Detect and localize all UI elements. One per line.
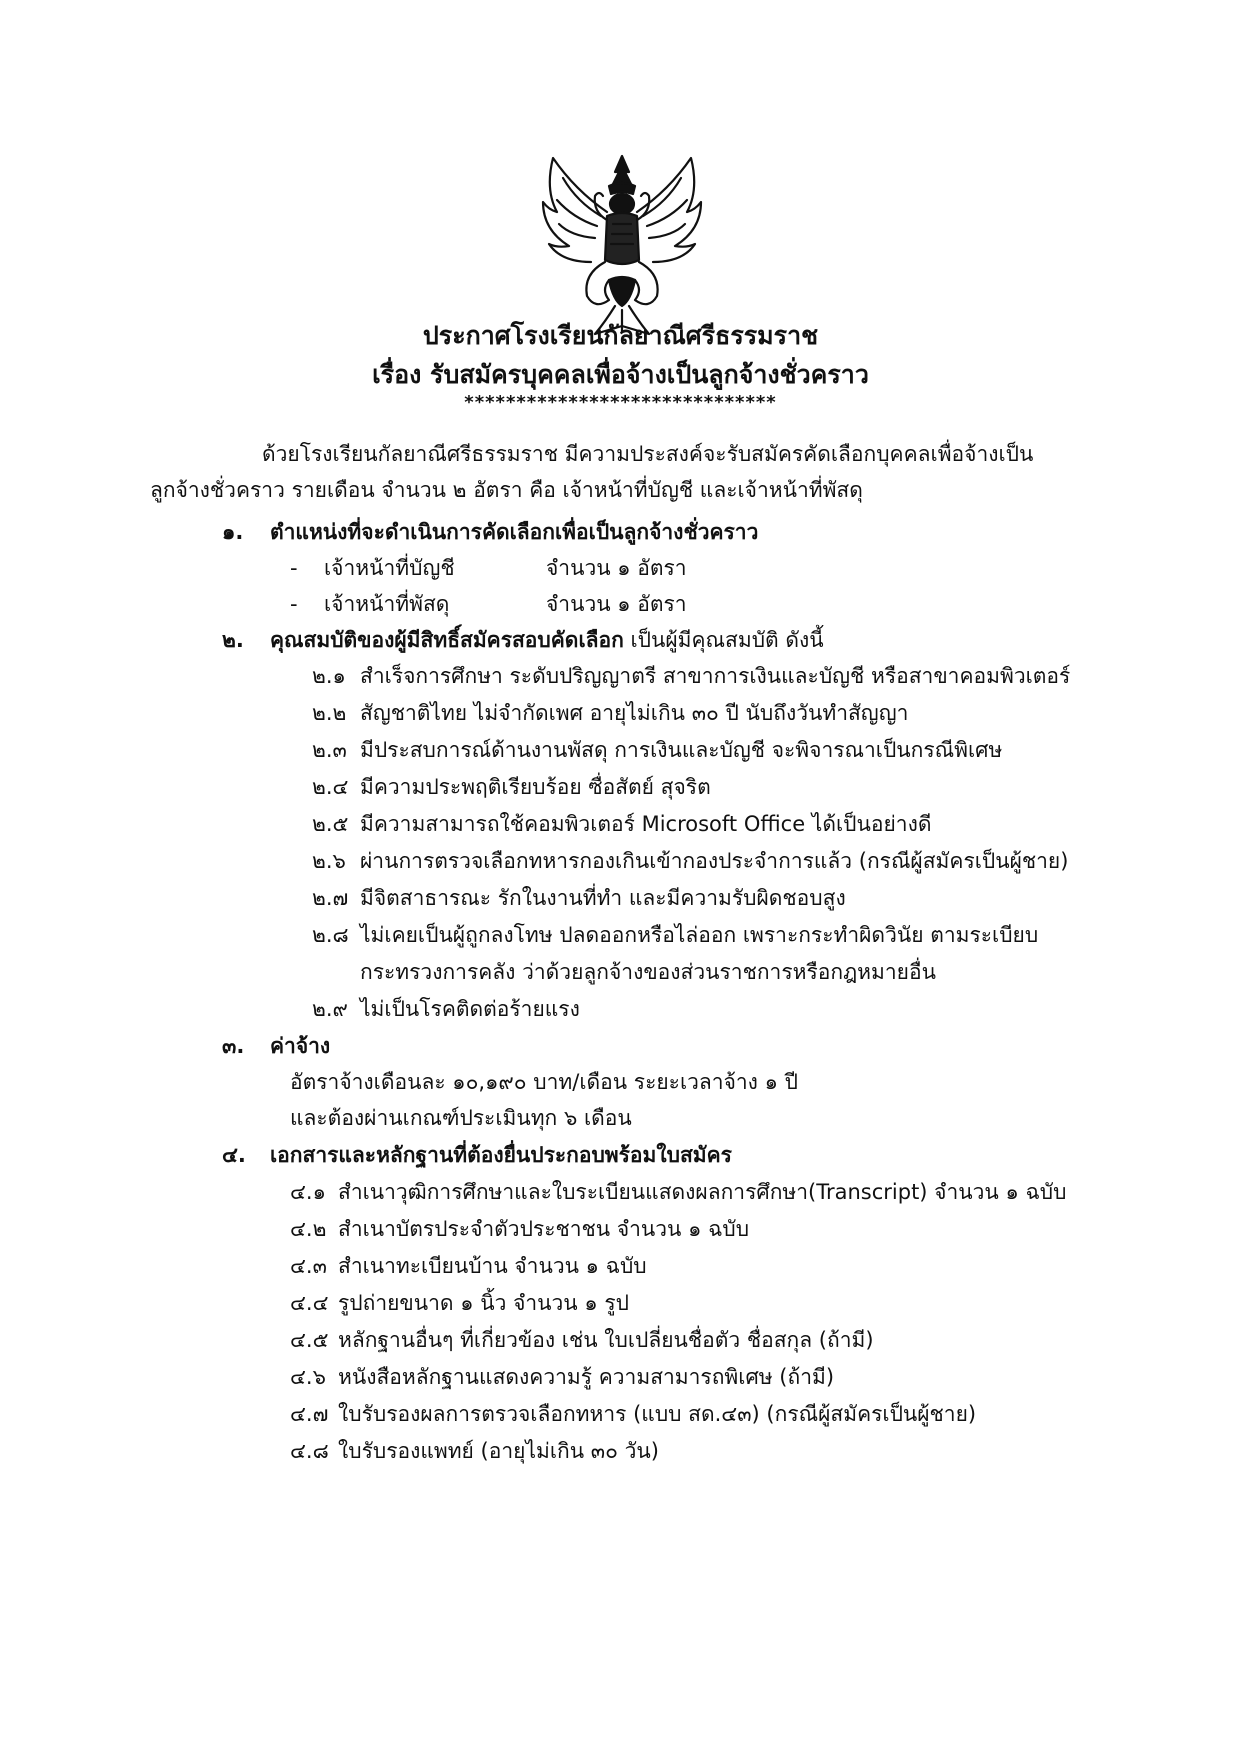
list-item <box>312 734 1002 767</box>
section-number: ๓. <box>222 1034 245 1058</box>
item-text: รูปถ่ายขนาด ๑ นิ้ว จำนวน ๑ รูป <box>338 1291 629 1315</box>
item-number: ๒.๙ <box>312 997 348 1021</box>
item-number: ๔.๒ <box>290 1217 327 1241</box>
list-item <box>290 1361 834 1394</box>
section-heading-text: ตำแหน่งที่จะดำเนินการคัดเลือกเพื่อเป็นลูกจ้างชั่วคราว <box>270 520 759 544</box>
list-item <box>290 1324 874 1357</box>
list-item <box>290 1213 749 1246</box>
item-text: ใบรับรองแพทย์ (อายุไม่เกิน ๓๐ วัน) <box>338 1439 659 1463</box>
item-text: สำเนาวุฒิการศึกษาและใบระเบียนแสดงผลการศึกษา(Transcript) จำนวน ๑ ฉบับ <box>338 1180 1067 1204</box>
intro-line-1: ด้วยโรงเรียนกัลยาณีศรีธรรมราช มีความประสงค์จะรับสมัครคัดเลือกบุคคลเพื่อจ้างเป็น <box>262 442 1034 466</box>
item-text: มีความสามารถใช้คอมพิวเตอร์ Microsoft Office ได้เป็นอย่างดี <box>360 812 932 836</box>
item-number: ๔.๘ <box>290 1439 329 1463</box>
position-count: จำนวน ๑ อัตรา <box>546 556 687 580</box>
section-heading-tail: เป็นผู้มีคุณสมบัติ ดังนี้ <box>623 628 824 652</box>
item-text: มีความประพฤติเรียบร้อย ซื่อสัตย์ สุจริต <box>360 775 711 799</box>
item-number: ๒.๔ <box>312 775 349 799</box>
list-item <box>290 1176 1066 1209</box>
bullet-dash: - <box>290 556 298 580</box>
evaluation-text: และต้องผ่านเกณฑ์ประเมินทุก ๖ เดือน <box>290 1106 632 1130</box>
item-text: ไม่เป็นโรคติดต่อร้ายแรง <box>360 997 580 1021</box>
item-text: มีจิตสาธารณะ รักในงานที่ทำ และมีความรับผิดชอบสูง <box>360 886 846 910</box>
item-number: ๒.๓ <box>312 738 347 762</box>
list-item <box>312 993 580 1026</box>
position-name: เจ้าหน้าที่บัญชี <box>324 556 455 580</box>
item-number: ๔.๓ <box>290 1254 327 1278</box>
list-item <box>312 882 846 915</box>
item-text: สำเนาทะเบียนบ้าน จำนวน ๑ ฉบับ <box>338 1254 647 1278</box>
item-number: ๔.๖ <box>290 1365 326 1389</box>
item-text: สำเร็จการศึกษา ระดับปริญญาตรี สาขาการเงินและบัญชี หรือสาขาคอมพิวเตอร์ <box>360 664 1071 688</box>
item-number: ๔.๗ <box>290 1402 329 1426</box>
item-text: ไม่เคยเป็นผู้ถูกลงโทษ ปลดออกหรือไล่ออก เพราะกระทำผิดวินัย ตามระเบียบ <box>360 923 1039 947</box>
separator-stars: ****************************** <box>464 392 777 413</box>
list-item <box>290 1435 659 1468</box>
item-text: หลักฐานอื่นๆ ที่เกี่ยวข้อง เช่น ใบเปลี่ยนชื่อตัว ชื่อสกุล (ถ้ามี) <box>338 1328 874 1352</box>
bullet-dash: - <box>290 592 298 616</box>
item-number: ๒.๑ <box>312 664 346 688</box>
list-item-continuation: กระทรวงการคลัง ว่าด้วยลูกจ้างของส่วนราชการหรือกฎหมายอื่น <box>360 960 936 984</box>
item-text: ใบรับรองผลการตรวจเลือกทหาร (แบบ สด.๔๓) (กรณีผู้สมัครเป็นผู้ชาย) <box>338 1402 977 1426</box>
list-item <box>290 1250 647 1283</box>
section-number: ๔. <box>222 1143 246 1167</box>
list-item <box>312 845 1068 878</box>
section-4-heading <box>222 1139 732 1172</box>
wage-rate-text: อัตราจ้างเดือนละ ๑๐,๑๙๐ บาท/เดือน ระยะเวลาจ้าง ๑ ปี <box>290 1070 798 1094</box>
list-item <box>290 1398 976 1431</box>
section-2-heading <box>222 624 824 657</box>
section-number: ๒. <box>222 628 244 652</box>
position-name: เจ้าหน้าที่พัสดุ <box>324 592 450 616</box>
section-3-heading <box>222 1030 330 1063</box>
section-number: ๑. <box>222 520 244 544</box>
list-item <box>312 808 931 841</box>
list-item <box>312 919 1038 952</box>
item-text: หนังสือหลักฐานแสดงความรู้ ความสามารถพิเศษ (ถ้ามี) <box>338 1365 835 1389</box>
section-heading-text: คุณสมบัติของผู้มีสิทธิ์สมัครสอบคัดเลือก <box>270 628 624 652</box>
list-item <box>312 771 711 804</box>
section-heading-text: ค่าจ้าง <box>270 1034 331 1058</box>
item-number: ๔.๕ <box>290 1328 329 1352</box>
intro-line-2: ลูกจ้างชั่วคราว รายเดือน จำนวน ๒ อัตรา คือ เจ้าหน้าที่บัญชี และเจ้าหน้าที่พัสดุ <box>150 478 863 502</box>
section-1-heading <box>222 516 758 549</box>
item-number: ๔.๔ <box>290 1291 329 1315</box>
item-number: ๒.๖ <box>312 849 346 873</box>
list-item <box>312 660 1070 693</box>
item-text: สัญชาติไทย ไม่จำกัดเพศ อายุไม่เกิน ๓๐ ปี นับถึงวันทำสัญญา <box>360 701 909 725</box>
list-item <box>290 1287 629 1320</box>
item-number: ๒.๘ <box>312 923 349 947</box>
position-row <box>290 588 687 621</box>
item-number: ๒.๕ <box>312 812 349 836</box>
item-text: ผ่านการตรวจเลือกทหารกองเกินเข้ากองประจำการแล้ว (กรณีผู้สมัครเป็นผู้ชาย) <box>360 849 1069 873</box>
section-heading-text: เอกสารและหลักฐานที่ต้องยื่นประกอบพร้อมใบสมัคร <box>270 1143 732 1167</box>
garuda-emblem-icon <box>535 150 710 340</box>
item-number: ๒.๒ <box>312 701 347 725</box>
item-text: สำเนาบัตรประจำตัวประชาชน จำนวน ๑ ฉบับ <box>338 1217 750 1241</box>
item-number: ๔.๑ <box>290 1180 326 1204</box>
announcement-subject: เรื่อง รับสมัครบุคคลเพื่อจ้างเป็นลูกจ้างชั่วคราว <box>372 360 869 389</box>
list-item <box>312 697 908 730</box>
item-text: มีประสบการณ์ด้านงานพัสดุ การเงินและบัญชี จะพิจารณาเป็นกรณีพิเศษ <box>360 738 1003 762</box>
position-row <box>290 552 687 585</box>
position-count: จำนวน ๑ อัตรา <box>546 592 687 616</box>
announcement-title: ประกาศโรงเรียนกัลยาณีศรีธรรมราช <box>422 321 819 350</box>
item-number: ๒.๗ <box>312 886 349 910</box>
